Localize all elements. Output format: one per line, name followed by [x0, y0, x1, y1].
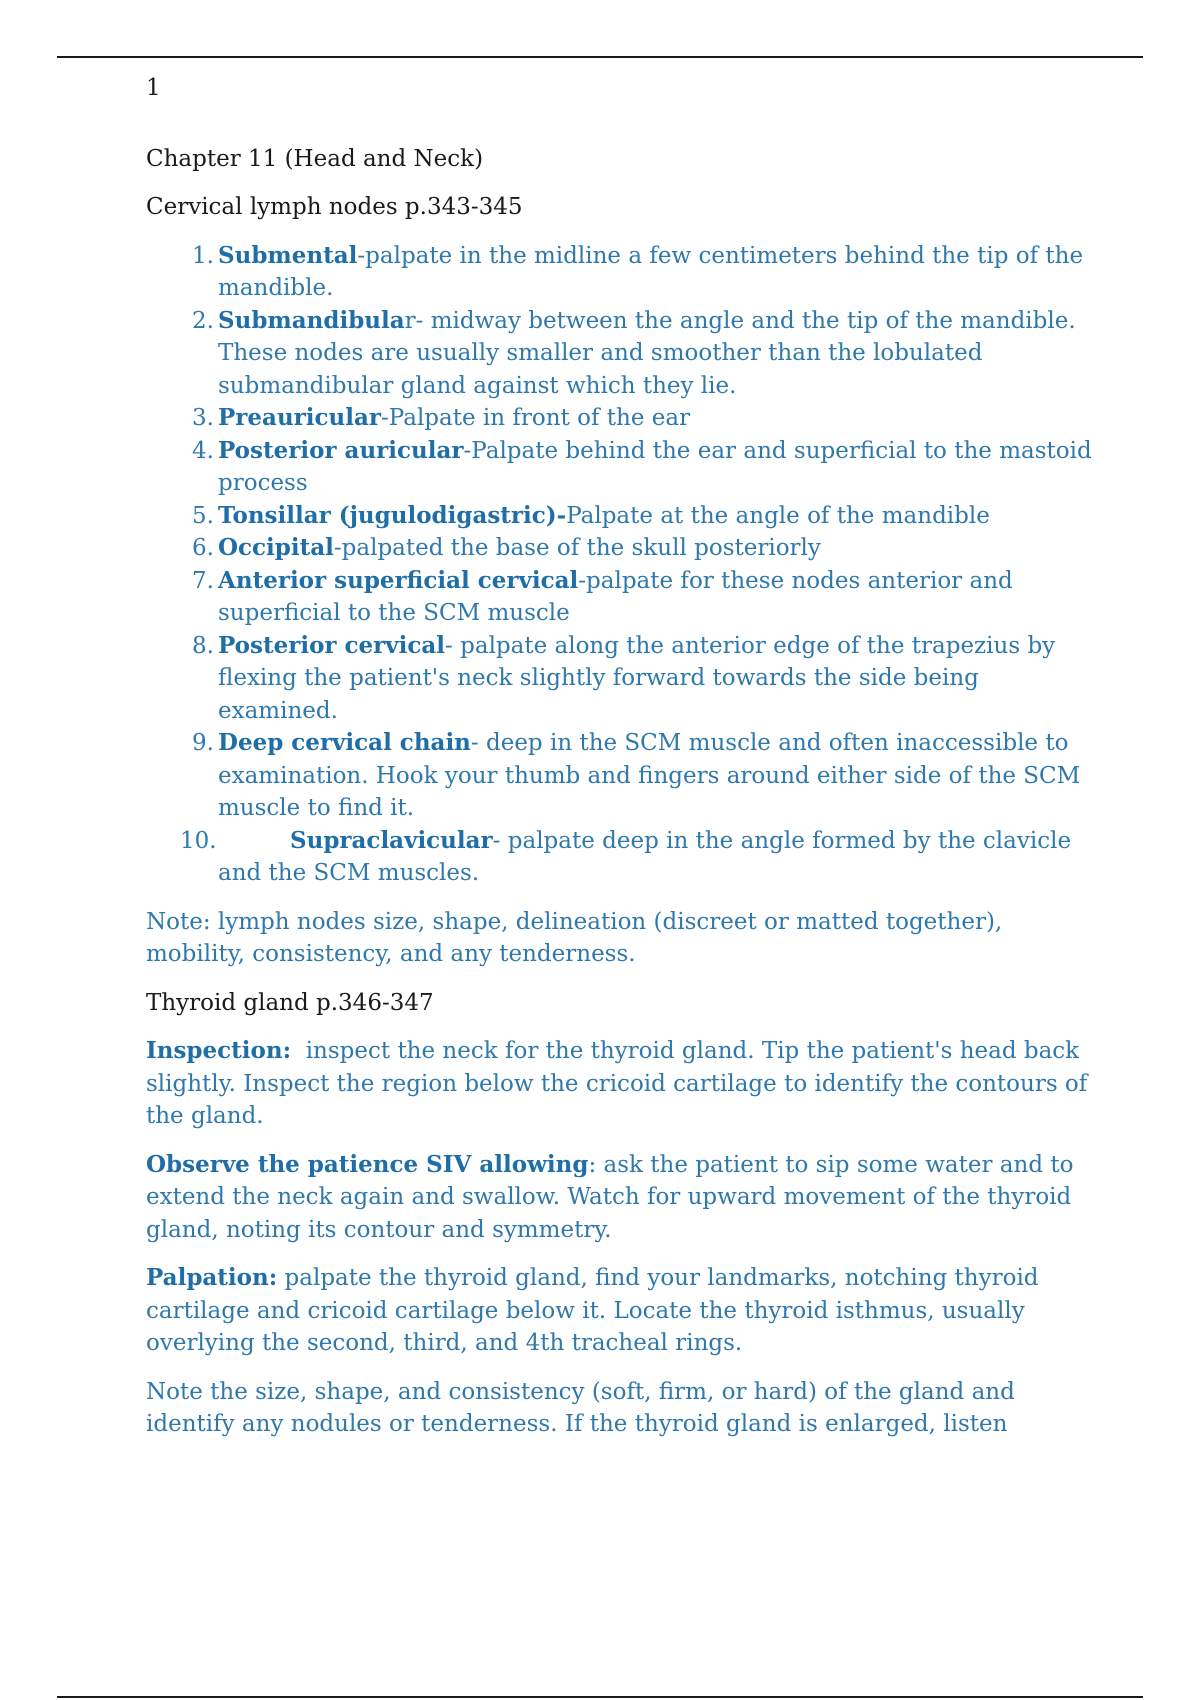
lymph-note: Note: lymph nodes size, shape, delineation (discreet or matted together), mobility, consistency, and any tenderness. — [146, 908, 1003, 967]
list-item — [146, 727, 1096, 825]
lymph-node-list — [146, 240, 1096, 890]
list-item-text: - deep in the SCM muscle and often inaccessible to examination. Hook your thumb and fingers around either side of the SCM muscle to find it. — [218, 730, 1081, 821]
list-item-term: Submandibula — [218, 306, 405, 334]
list-item-term: Tonsillar (jugulodigastric)- — [218, 501, 567, 529]
observe-text: : ask the patient to sip some water and to extend the neck again and swallow. Watch for upward movement of the thyroid gland, noting its contour and symmetry. — [146, 1151, 1074, 1243]
thyroid-heading: Thyroid gland p.346-347 — [146, 989, 434, 1016]
list-item — [146, 500, 1096, 533]
inspection-text: inspect the neck for the thyroid gland. Tip the patient's head back slightly. Inspect the region below the cricoid cartilage to identify the contours of the gland. — [146, 1038, 1095, 1129]
list-item-text: Palpate at the angle of the mandible — [566, 502, 990, 529]
observe-term: Observe the patience SIV allowing — [146, 1150, 589, 1178]
list-item — [146, 402, 1096, 435]
observe-paragraph — [146, 1149, 1096, 1247]
palpation-term: Palpation: — [146, 1264, 278, 1291]
list-item-term: Posterior auricular — [218, 436, 464, 464]
list-item-term: Submental — [218, 241, 358, 269]
palpation-text: palpate the thyroid gland, find your landmarks, notching thyroid cartilage and cricoid cartilage below it. Locate the thyroid isthmus, usually overlying the second, third, and 4th tracheal rings. — [146, 1265, 1039, 1356]
list-item-number: 2. — [192, 307, 214, 334]
list-item-term: Occipital — [218, 534, 334, 561]
list-item-number: 6. — [192, 535, 214, 561]
list-item — [146, 240, 1096, 305]
list-item-term: Anterior superficial cervical — [218, 566, 579, 594]
list-item-term: Preauricular — [218, 404, 382, 431]
inspection-paragraph — [146, 1035, 1096, 1133]
chapter-heading: Chapter 11 (Head and Neck) — [146, 145, 484, 172]
list-item-number: 8. — [192, 632, 214, 659]
list-item — [146, 825, 1096, 890]
list-item-term: Posterior cervical — [218, 631, 446, 659]
list-item-text: -Palpate in front of the ear — [381, 405, 691, 431]
list-item-text: - palpate deep in the angle formed by the clavicle and the SCM muscles. — [218, 827, 1072, 886]
list-item — [146, 532, 1096, 565]
list-item-text: -palpated the base of the skull posteriorly — [333, 535, 821, 561]
list-item-text: -Palpate behind the ear and superficial to the mastoid process — [218, 437, 1092, 496]
list-item-number: 10. — [180, 827, 217, 854]
list-item — [146, 565, 1096, 630]
list-item-number: 9. — [192, 730, 214, 756]
list-item-term: Deep cervical chain — [218, 729, 471, 756]
cervical-lymph-nodes-heading: Cervical lymph nodes p.343-345 — [146, 194, 523, 220]
document-body — [146, 66, 1096, 1441]
list-item-text: r- midway between the angle and the tip of the mandible. These nodes are usually smaller and smoother than the lobulated submandibular gland against which they lie. — [218, 307, 1076, 399]
list-item — [146, 630, 1096, 728]
footer-rule — [57, 1696, 1143, 1698]
list-item-number: 7. — [192, 567, 214, 594]
list-item-text: - palpate along the anterior edge of the trapezius by flexing the patient's neck slightly forward towards the side being examined. — [218, 632, 1056, 724]
inspection-term: Inspection: — [146, 1037, 292, 1064]
list-item-number: 3. — [192, 405, 214, 431]
list-item-number: 5. — [192, 502, 214, 529]
list-item — [146, 435, 1096, 500]
page-number: 1 — [146, 75, 161, 101]
header-rule — [57, 56, 1143, 58]
list-item-text: -palpate for these nodes anterior and superficial to the SCM muscle — [218, 567, 1013, 626]
list-item-text: -palpate in the midline a few centimeters behind the tip of the mandible. — [218, 242, 1084, 301]
list-item-number: 4. — [192, 437, 214, 464]
palpation-paragraph — [146, 1262, 1096, 1360]
thyroid-note: Note the size, shape, and consistency (soft, firm, or hard) of the gland and identify any nodules or tenderness. If the thyroid gland is enlarged, listen — [146, 1378, 1015, 1437]
list-item-term: Supraclavicular — [290, 826, 493, 854]
list-item-number: 1. — [192, 242, 214, 269]
list-item — [146, 305, 1096, 403]
